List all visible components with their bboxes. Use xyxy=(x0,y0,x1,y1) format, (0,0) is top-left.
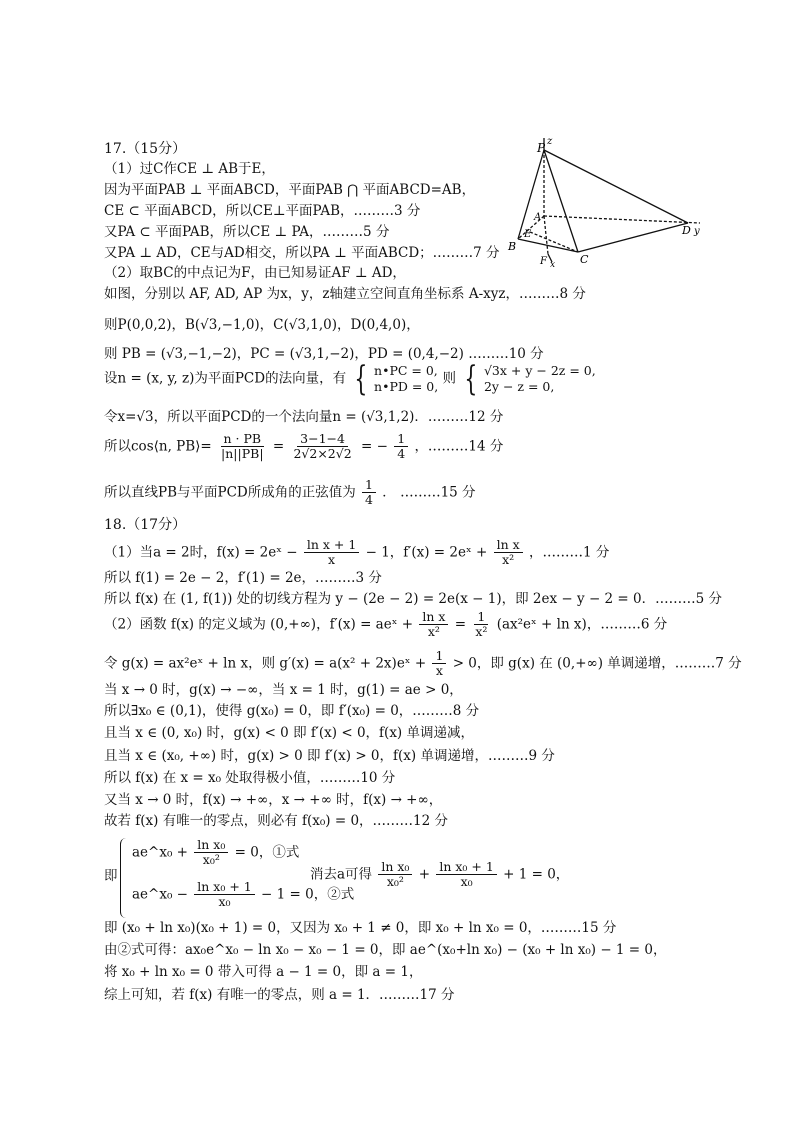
row1-fraction: $\frac{\text{ln x₀}}{\text{x₀²}}$ xyxy=(194,838,228,868)
score-14: ，………14 分 xyxy=(414,438,504,455)
equals-minus: = − xyxy=(360,438,388,455)
row1-lead: ae^x₀ + xyxy=(132,844,188,861)
label-F: F xyxy=(540,256,547,267)
q17-line-2: 因为平面PAB ⊥ 平面ABCD，平面PAB ⋂ 平面ABCD=AB， xyxy=(104,182,476,198)
sine-fraction: $\frac{1}{4}$ xyxy=(362,478,376,508)
q18-heading: 18.（17分） xyxy=(104,517,187,533)
eliminate-label: 消去a可得 xyxy=(310,866,373,883)
q18-line-11: 又当 x → 0 时，f(x) → +∞，x → +∞ 时，f(x) → +∞， xyxy=(104,792,443,808)
row2-lead: ae^x₀ − xyxy=(132,886,188,903)
q17-line-9: 则 PB = (√3,−1,−2)，PC = (√3,1,−2)，PD = (0,4,−2) ………10 分 xyxy=(104,346,544,362)
domain-statement: （2）函数 f(x) 的定义域为 (0,+∞)，f′(x) = aeˣ + xyxy=(104,616,414,633)
label-E: E xyxy=(524,229,532,240)
label-C: C xyxy=(580,253,589,266)
score-1: ，………1 分 xyxy=(528,544,610,561)
q18-line-5 xyxy=(104,649,742,679)
cosine-fraction-2: $\frac{3-1-4}{2√2\times 2√2}$ xyxy=(293,431,352,462)
elim-tail: + 1 = 0， xyxy=(503,866,570,883)
q18-line-7: 所以∃x₀ ∈ (0,1)，使得 g(x₀) = 0，即 f′(x₀) = 0，………8 分 xyxy=(104,703,480,719)
q17-line-12: 所以cos⟨n, PB⟩= $\frac{n \cdot PB}{|n||PB|}$ = $\frac{3-1-4}{2√2\times 2√2}$ = − $\frac{1}{4}$ ，………14 分 xyxy=(104,431,504,462)
sine-conclusion: 所以直线PB与平面PCD所成角的正弦值为 xyxy=(104,484,356,501)
q18-fraction-5: $\frac{1}{x}$ xyxy=(432,649,446,679)
label-x: x xyxy=(550,260,556,270)
q18-eliminate-a xyxy=(310,860,569,890)
q18-fraction-1: $\frac{\text{ln x + 1}}{x}$ xyxy=(304,538,359,568)
label-A: A xyxy=(534,212,542,223)
q18-line-8: 且当 x ∈ (0, x₀) 时，g(x) < 0 即 f′(x) < 0，f(x) 单调递减， xyxy=(104,725,474,741)
score-6: (ax²eˣ + ln x)，………6 分 xyxy=(496,616,668,633)
elim-fraction-1: $\frac{\text{ln x₀}}{\text{x₀²}}$ xyxy=(378,860,412,890)
q18-line-14: 即 (x₀ + ln x₀)(x₀ + 1) = 0，又因为 x₀ + 1 ≠ 0，即 x₀ + ln x₀ = 0，………15 分 xyxy=(104,920,617,936)
equation-system-1: { n•PC = 0, n•PD = 0, xyxy=(354,359,439,399)
q18-line-16: 将 x₀ + ln x₀ = 0 带入可得 a − 1 = 0，即 a = 1， xyxy=(104,964,423,980)
q18-ji: 即 xyxy=(104,868,118,884)
q18-line-12: 故若 f(x) 有唯一的零点，则必有 f(x₀) = 0，………12 分 xyxy=(104,813,449,829)
q18-line-2: 所以 f(1) = 2e − 2，f′(1) = 2e，………3 分 xyxy=(104,570,382,586)
q17-line-3: CE ⊂ 平面ABCD，所以CE⊥平面PAB，………3 分 xyxy=(104,203,421,219)
plus-sign: + xyxy=(418,866,431,883)
q18-fraction-4: $\frac{1}{\text{x²}}$ xyxy=(475,609,488,640)
system-2-row-2: 2y − z = 0, xyxy=(483,378,555,394)
q17-line-1: （1）过C作CE ⊥ AB于E， xyxy=(104,161,275,177)
q18-system-row-1 xyxy=(132,838,299,868)
q18-line-9: 且当 x ∈ (x₀, +∞) 时，g(x) > 0 即 f′(x) > 0，f(x) 单调递增，………9 分 xyxy=(104,748,555,764)
row2-fraction: $\frac{\text{ln x₀ + 1}}{\text{x₀}}$ xyxy=(194,880,254,910)
system-brace xyxy=(120,838,131,918)
score-15: ． ………15 分 xyxy=(382,484,476,501)
q18-line-6: 当 x → 0 时，g(x) → −∞，当 x = 1 时，g(1) = ae > 0， xyxy=(104,682,463,698)
row1-tail: = 0，①式 xyxy=(234,844,300,861)
q18-line-15: 由②式可得：ax₀e^x₀ − ln x₀ − x₀ − 1 = 0，即 ae^(x₀+ln x₀) − (x₀ + ln x₀) − 1 = 0， xyxy=(104,942,667,958)
normal-vector-intro: 设n = (x, y, z)为平面PCD的法向量，有 xyxy=(104,370,347,387)
q17-line-7: 如图，分别以 AF, AD, AP 为x，y，z轴建立空间直角坐标系 A-xyz，………8 分 xyxy=(104,286,586,302)
q18-line-3: 所以 f(x) 在 (1, f(1)) 处的切线方程为 y − (2e − 2) = 2e(x − 1)，即 2ex − y − 2 = 0．………5 分 xyxy=(104,591,722,607)
q17-line-6: （2）取BC的中点记为F，由已知易证AF ⊥ AD， xyxy=(104,265,406,281)
score-7: > 0，即 g(x) 在 (0,+∞) 单调递增，………7 分 xyxy=(452,655,742,672)
q17-line-4: 又PA ⊂ 平面PAB，所以CE ⊥ PA，………5 分 xyxy=(104,224,390,240)
label-P: P xyxy=(537,141,546,155)
part1-function: （1）当a = 2时，f(x) = 2eˣ − xyxy=(104,544,298,561)
q18-fraction-3: $\frac{\text{ln x}}{\text{x²}}$ xyxy=(419,610,448,640)
cosine-fraction-3: $\frac{1}{4}$ xyxy=(394,432,408,462)
q18-line-17: 综上可知，若 f(x) 有唯一的零点，则 a = 1．………17 分 xyxy=(104,987,455,1003)
q18-line-10: 所以 f(x) 在 x = x₀ 处取得极小值，………10 分 xyxy=(104,770,396,786)
label-y: y xyxy=(694,226,700,237)
q17-line-5: 又PA ⊥ AD，CE与AD相交，所以PA ⊥ 平面ABCD；………7 分 xyxy=(104,245,500,261)
q17-line-10 xyxy=(104,359,596,399)
q18-line-1 xyxy=(104,538,609,568)
system-1-row-2: n•PD = 0, xyxy=(374,378,439,394)
system-2-row-1: √3x + y − 2z = 0, xyxy=(483,363,596,378)
pyramid-figure xyxy=(500,136,710,271)
label-z: z xyxy=(547,136,553,147)
elim-fraction-2: $\frac{\text{ln x₀ + 1}}{\text{x₀}}$ xyxy=(436,860,496,890)
system-1-row-1: n•PC = 0, xyxy=(374,363,438,378)
row2-tail: − 1 = 0，②式 xyxy=(261,886,355,903)
q17-line-13 xyxy=(104,478,476,508)
q17-heading: 17.（15分） xyxy=(104,141,187,157)
equals-sign: = xyxy=(454,616,467,633)
q17-line-8: 则P(0,0,2)，B(√3,−1,0)，C(√3,1,0)，D(0,4,0)， xyxy=(104,317,420,333)
cosine-fraction-1: $\frac{n \cdot PB}{|n||PB|}$ xyxy=(221,431,264,462)
cosine-label: 所以cos⟨n, PB⟩= xyxy=(104,438,212,455)
q18-line-4 xyxy=(104,610,667,640)
equation-system-2: { √3x + y − 2z = 0, 2y − z = 0, xyxy=(464,359,596,399)
q17-line-11: 令x=√3，所以平面PCD的一个法向量n = (√3,1,2)．………12 分 xyxy=(104,409,504,425)
part1-derivative: − 1，f′(x) = 2eˣ + xyxy=(365,544,488,561)
g-definition: 令 g(x) = ax²eˣ + ln x，则 g′(x) = a(x² + 2x)eˣ + xyxy=(104,655,427,672)
label-D: D xyxy=(682,224,691,237)
q18-fraction-2: $\frac{\text{ln x}}{\text{x²}}$ xyxy=(494,538,523,568)
label-B: B xyxy=(508,240,517,253)
then-word: 则 xyxy=(442,370,457,387)
